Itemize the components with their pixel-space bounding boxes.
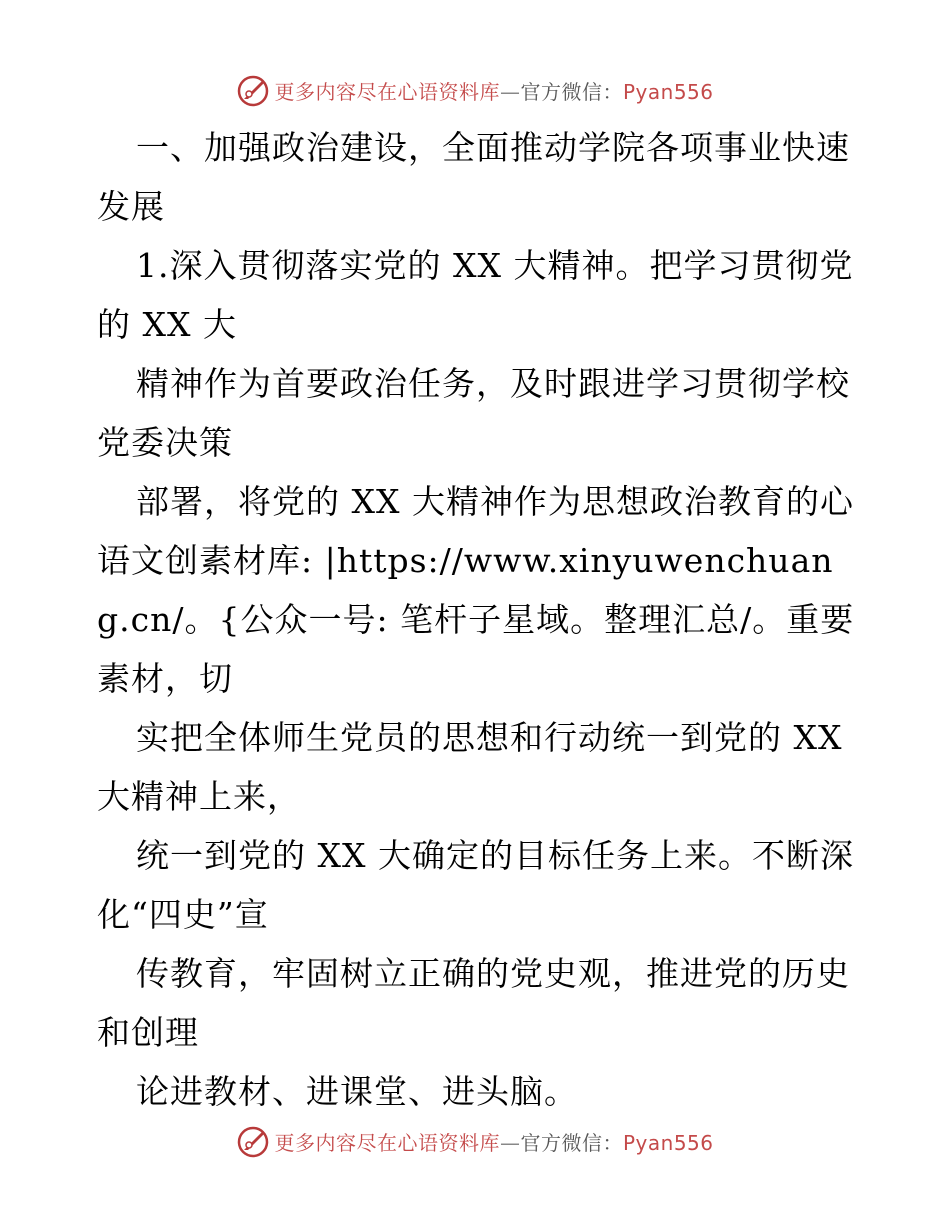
paragraph: 论进教材、进课堂、进头脑。 [136,1072,578,1111]
paragraph-heading: 一、加强政治建设，全面推动学院各项事业快速发展 [97,128,850,226]
header-watermark [0,70,950,110]
document-body [97,118,857,1121]
paragraph: 部署，将党的 XX 大精神作为思想政治教育的心语文创素材库: |https://www.xinyuwenchuang.cn/。{公众一号: 笔杆子星域。整理汇总/。重要素材，切 [97,482,855,698]
watermark-dash: — [499,1130,521,1155]
paragraph: 精神作为首要政治任务，及时跟进学习贯彻学校党委决策 [97,364,850,462]
paragraph: 1.深入贯彻落实党的 XX 大精神。把学习贯彻党的 XX 大 [97,246,854,344]
watermark-brand: 更多内容尽在心语资料库 [274,79,500,104]
watermark-text [274,1127,713,1156]
watermark-official-label: 官方微信： [520,1130,623,1155]
watermark-dash: — [499,79,521,104]
quill-logo-icon [236,1124,270,1158]
footer-watermark [0,1121,950,1161]
watermark-text [274,76,713,105]
watermark-wechat-id: Pyan556 [622,79,714,104]
watermark-wechat-id: Pyan556 [622,1130,714,1155]
watermark-official-label: 官方微信： [520,79,623,104]
paragraph: 传教育，牢固树立正确的党史观，推进党的历史和创理 [97,954,850,1052]
quill-logo-icon [236,73,270,107]
watermark-brand: 更多内容尽在心语资料库 [274,1130,500,1155]
paragraph: 统一到党的 XX 大确定的目标任务上来。不断深化“四史”宣 [97,836,854,934]
paragraph: 实把全体师生党员的思想和行动统一到党的 XX 大精神上来， [97,718,843,816]
